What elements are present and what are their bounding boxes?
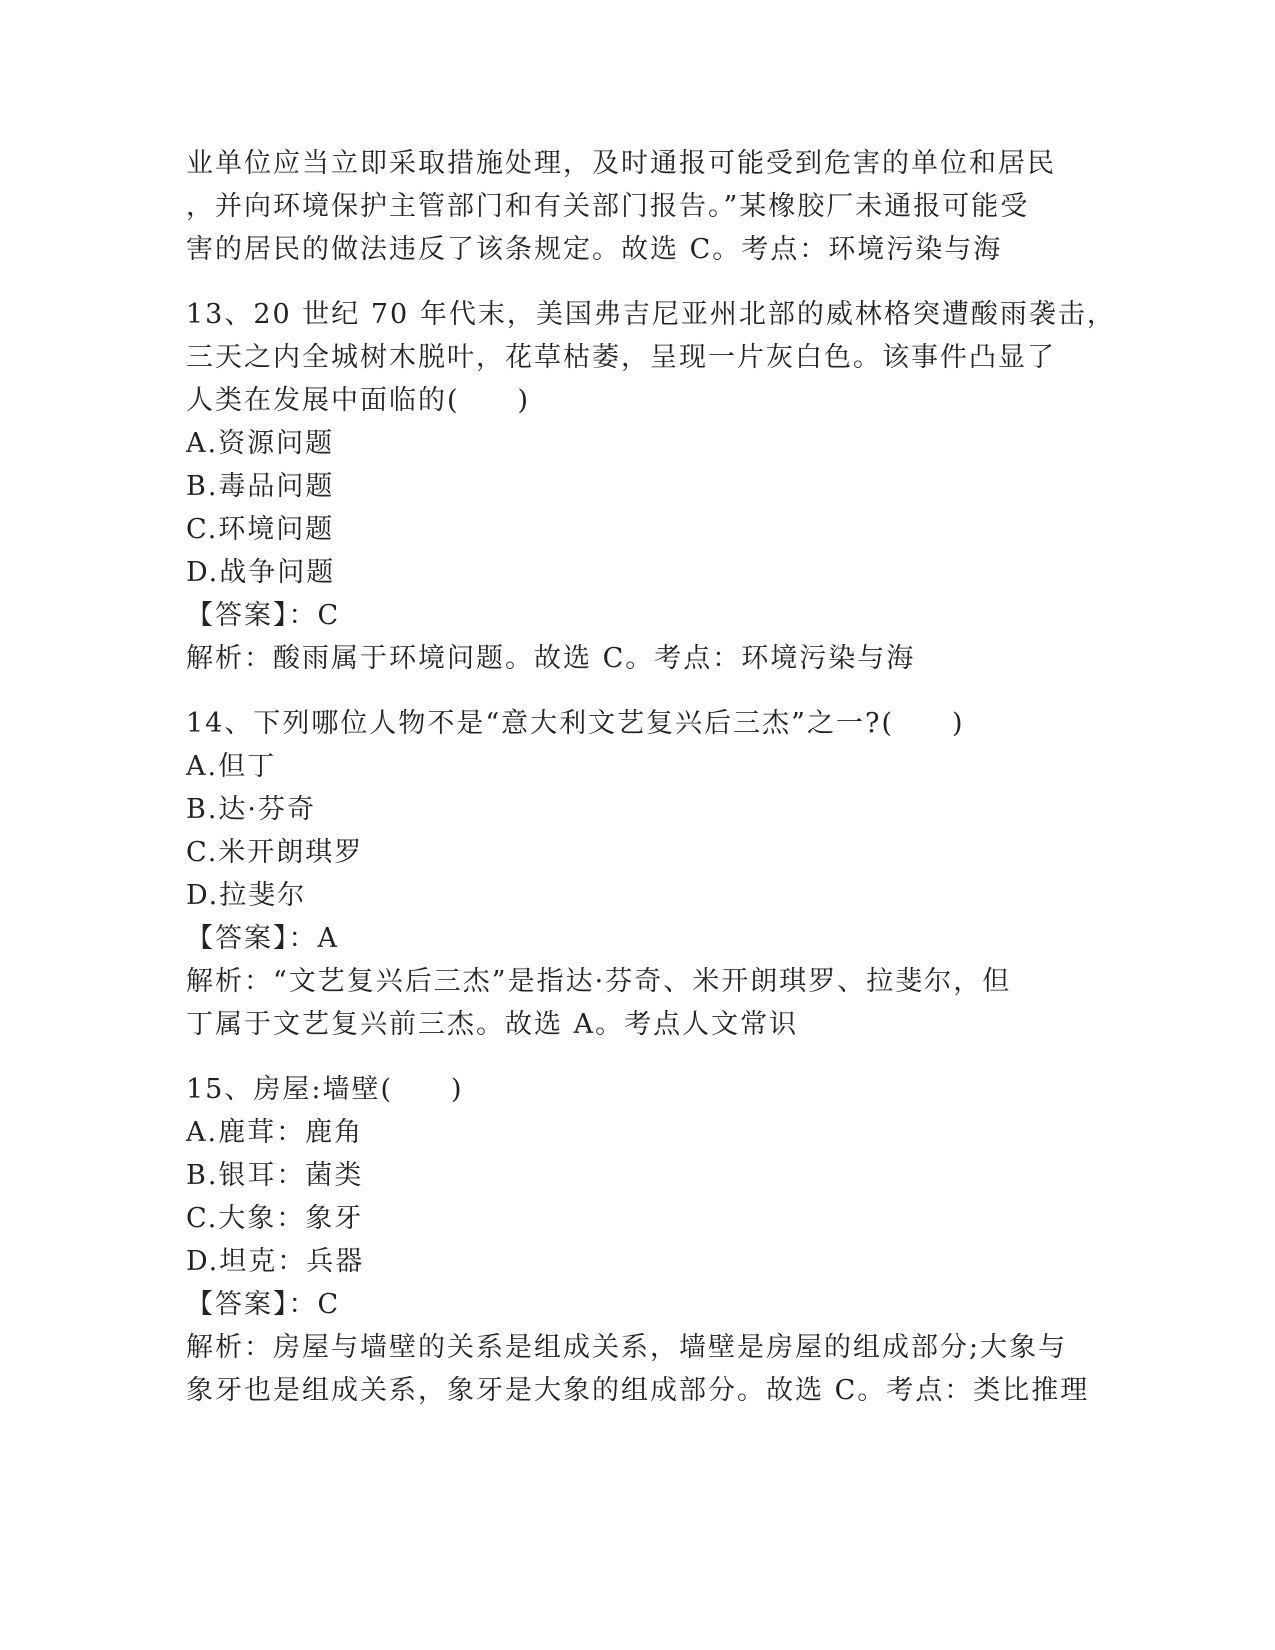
question-15 [186, 1068, 1090, 1412]
question-stem: 14、下列哪位人物不是“意大利文艺复兴后三杰”之一?( ) [186, 708, 965, 739]
option-a: A.资源问题 [186, 428, 335, 459]
option-d: D.坦克：兵器 [186, 1246, 365, 1277]
option-b: B.银耳：菌类 [186, 1160, 364, 1191]
option-a: A.但丁 [186, 751, 277, 782]
analysis: 丁属于文艺复兴前三杰。故选 A。考点人文常识 [186, 1009, 799, 1040]
analysis: 解析：酸雨属于环境问题。故选 C。考点：环境污染与海 [186, 643, 916, 674]
text-line: ，并向环境保护主管部门和有关部门报告。”某橡胶厂未通报可能受 [186, 191, 1030, 222]
question-stem: 三天之内全城树木脱叶，花草枯萎，呈现一片灰白色。该事件凸显了 [186, 342, 1056, 373]
option-d: D.战争问题 [186, 557, 336, 588]
question-stem: 13、20 世纪 70 年代末，美国弗吉尼亚州北部的威林格突遭酸雨袭击， [186, 299, 1116, 330]
analysis: 解析：房屋与墙壁的关系是组成关系，墙壁是房屋的组成部分;大象与 [186, 1332, 1068, 1363]
text-line: 害的居民的做法违反了该条规定。故选 C。考点：环境污染与海 [186, 234, 1003, 265]
analysis: 解析：“文艺复兴后三杰”是指达·芬奇、米开朗琪罗、拉斐尔，但 [186, 966, 1012, 997]
option-c: C.大象：象牙 [186, 1203, 364, 1234]
option-a: A.鹿茸：鹿角 [186, 1117, 364, 1148]
text-line: 业单位应当立即采取措施处理，及时通报可能受到危害的单位和居民 [186, 148, 1056, 179]
question-13 [186, 293, 1116, 680]
option-d: D.拉斐尔 [186, 880, 307, 911]
answer: 【答案】：C [186, 600, 341, 631]
option-c: C.米开朗琪罗 [186, 837, 364, 868]
answer: 【答案】：A [186, 923, 339, 954]
question-stem: 人类在发展中面临的( ) [186, 385, 531, 416]
document-content [186, 142, 1116, 1412]
question-14 [186, 702, 1086, 1046]
question-stem: 15、房屋:墙壁( ) [186, 1074, 464, 1105]
continuation-text [186, 142, 1086, 271]
analysis: 象牙也是组成关系，象牙是大象的组成部分。故选 C。考点：类比推理 [186, 1375, 1090, 1406]
option-b: B.毒品问题 [186, 471, 335, 502]
option-b: B.达·芬奇 [186, 794, 317, 825]
answer: 【答案】：C [186, 1289, 341, 1320]
option-c: C.环境问题 [186, 514, 335, 545]
